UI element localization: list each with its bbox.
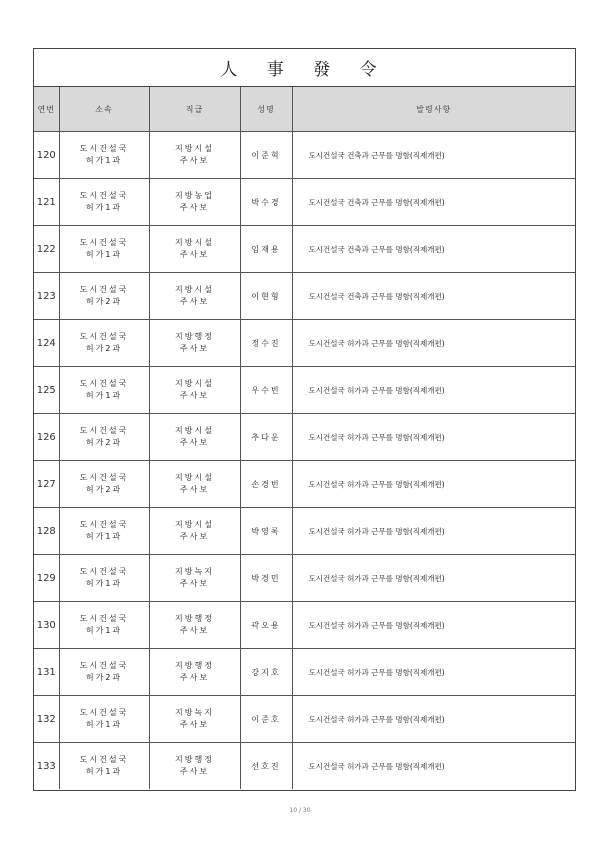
department-line-1: 도시건설국 [79,238,129,247]
grade-line-2: 주사보 [179,156,210,165]
name-cell: 선호진 [240,743,292,790]
grade-line-2: 주사보 [179,438,210,447]
grade-line-2: 주사보 [179,344,210,353]
grade-line-2: 주사보 [179,767,210,776]
name-cell: 이준혁 [240,132,292,179]
order-description-cell: 도시건설국 허가과 근무를 명함(직제개편) [292,602,575,649]
grade-line-2: 주사보 [179,203,210,212]
grade-line-1: 지방시설 [175,144,214,153]
order-description-cell: 도시건설국 허가과 근무를 명함(직제개편) [292,461,575,508]
department-line-1: 도시건설국 [79,332,129,341]
row-number: 124 [34,320,59,367]
department-line-2: 허가1과 [85,579,123,588]
grade-cell [149,414,240,461]
department-cell [59,367,149,414]
grade-line-1: 지방농업 [175,191,214,200]
header-name: 성명 [240,87,292,132]
table-row [34,414,575,461]
order-description-cell: 도시건설국 허가과 근무를 명함(직제개편) [292,367,575,414]
grade-line-1: 지방시설 [175,238,214,247]
name-cell: 우수빈 [240,367,292,414]
department-line-1: 도시건설국 [79,379,129,388]
table-row [34,320,575,367]
department-line-1: 도시건설국 [79,144,129,153]
department-line-2: 허가2과 [85,438,123,447]
table-row [34,696,575,743]
table-header-row [34,87,575,132]
grade-cell [149,132,240,179]
department-line-2: 허가1과 [85,156,123,165]
department-cell [59,461,149,508]
table-row [34,743,575,790]
header-no: 연번 [34,87,59,132]
row-number: 129 [34,555,59,602]
grade-line-2: 주사보 [179,720,210,729]
order-description-cell: 도시건설국 허가과 근무를 명함(직제개편) [292,743,575,790]
order-description-cell: 도시건설국 허가과 근무를 명함(직제개편) [292,696,575,743]
table-row [34,226,575,273]
department-line-2: 허가1과 [85,532,123,541]
grade-cell [149,273,240,320]
table-row [34,179,575,226]
department-line-1: 도시건설국 [79,473,129,482]
grade-line-1: 지방행정 [175,614,214,623]
department-line-2: 허가1과 [85,203,123,212]
department-cell [59,696,149,743]
order-description-cell: 도시건설국 건축과 근무를 명함(직제개편) [292,273,575,320]
order-description-cell: 도시건설국 건축과 근무를 명함(직제개편) [292,226,575,273]
row-number: 125 [34,367,59,414]
name-cell: 정수진 [240,320,292,367]
grade-line-2: 주사보 [179,532,210,541]
grade-cell [149,555,240,602]
department-line-2: 허가1과 [85,626,123,635]
department-line-2: 허가1과 [85,250,123,259]
grade-line-2: 주사보 [179,250,210,259]
grade-line-1: 지방시설 [175,473,214,482]
grade-line-1: 지방녹지 [175,708,214,717]
table-row [34,555,575,602]
department-cell [59,649,149,696]
department-cell [59,132,149,179]
department-cell [59,179,149,226]
department-line-2: 허가2과 [85,673,123,682]
department-line-1: 도시건설국 [79,285,129,294]
grade-cell [149,320,240,367]
table-row [34,367,575,414]
row-number: 131 [34,649,59,696]
department-cell [59,226,149,273]
grade-line-1: 지방시설 [175,520,214,529]
row-number: 122 [34,226,59,273]
table-row [34,508,575,555]
order-description-cell: 도시건설국 허가과 근무를 명함(직제개편) [292,508,575,555]
table-row [34,602,575,649]
name-cell: 추다운 [240,414,292,461]
order-description-cell: 도시건설국 건축과 근무를 명함(직제개편) [292,179,575,226]
name-cell: 임재용 [240,226,292,273]
grade-cell [149,179,240,226]
grade-line-2: 주사보 [179,391,210,400]
department-line-1: 도시건설국 [79,567,129,576]
grade-line-1: 지방시설 [175,285,214,294]
row-number: 120 [34,132,59,179]
table-row [34,132,575,179]
department-cell [59,508,149,555]
grade-line-1: 지방시설 [175,379,214,388]
order-description-cell: 도시건설국 허가과 근무를 명함(직제개편) [292,320,575,367]
personnel-order-sheet [33,48,576,791]
department-line-2: 허가2과 [85,485,123,494]
name-cell: 박영록 [240,508,292,555]
page-number: 10 / 30 [289,807,311,814]
department-line-2: 허가1과 [85,767,123,776]
department-line-1: 도시건설국 [79,614,129,623]
grade-line-2: 주사보 [179,485,210,494]
row-number: 128 [34,508,59,555]
name-cell: 손경빈 [240,461,292,508]
order-description-cell: 도시건설국 허가과 근무를 명함(직제개편) [292,649,575,696]
department-cell [59,320,149,367]
department-line-1: 도시건설국 [79,191,129,200]
grade-cell [149,743,240,790]
order-description-cell: 도시건설국 허가과 근무를 명함(직제개편) [292,414,575,461]
header-grade: 직급 [149,87,240,132]
grade-line-1: 지방행정 [175,661,214,670]
grade-cell [149,602,240,649]
department-line-2: 허가2과 [85,297,123,306]
department-line-2: 허가2과 [85,344,123,353]
department-cell [59,602,149,649]
department-line-1: 도시건설국 [79,520,129,529]
grade-line-1: 지방녹지 [175,567,214,576]
table-row [34,273,575,320]
grade-cell [149,367,240,414]
header-desc: 발령사항 [292,87,575,132]
row-number: 133 [34,743,59,790]
row-number: 130 [34,602,59,649]
row-number: 126 [34,414,59,461]
order-description-cell: 도시건설국 허가과 근무를 명함(직제개편) [292,555,575,602]
row-number: 123 [34,273,59,320]
name-cell: 이현형 [240,273,292,320]
personnel-table [34,87,575,789]
grade-line-2: 주사보 [179,626,210,635]
grade-cell [149,508,240,555]
department-line-1: 도시건설국 [79,661,129,670]
department-cell [59,414,149,461]
department-cell [59,273,149,320]
grade-line-2: 주사보 [179,579,210,588]
grade-line-2: 주사보 [179,673,210,682]
grade-cell [149,226,240,273]
row-number: 132 [34,696,59,743]
department-line-1: 도시건설국 [79,755,129,764]
name-cell: 강지호 [240,649,292,696]
grade-line-2: 주사보 [179,297,210,306]
grade-cell [149,696,240,743]
grade-line-1: 지방행정 [175,755,214,764]
name-cell: 곽오용 [240,602,292,649]
department-line-2: 허가1과 [85,391,123,400]
grade-cell [149,461,240,508]
grade-line-1: 지방시설 [175,426,214,435]
table-row [34,461,575,508]
department-cell [59,743,149,790]
table-row [34,649,575,696]
name-cell: 박수경 [240,179,292,226]
department-cell [59,555,149,602]
department-line-2: 허가1과 [85,720,123,729]
grade-line-1: 지방행정 [175,332,214,341]
header-dept: 소속 [59,87,149,132]
document-title: 人 事 發 令 [34,49,575,87]
name-cell: 박경민 [240,555,292,602]
grade-cell [149,649,240,696]
name-cell: 이준호 [240,696,292,743]
row-number: 121 [34,179,59,226]
row-number: 127 [34,461,59,508]
department-line-1: 도시건설국 [79,426,129,435]
order-description-cell: 도시건설국 건축과 근무를 명함(직제개편) [292,132,575,179]
department-line-1: 도시건설국 [79,708,129,717]
